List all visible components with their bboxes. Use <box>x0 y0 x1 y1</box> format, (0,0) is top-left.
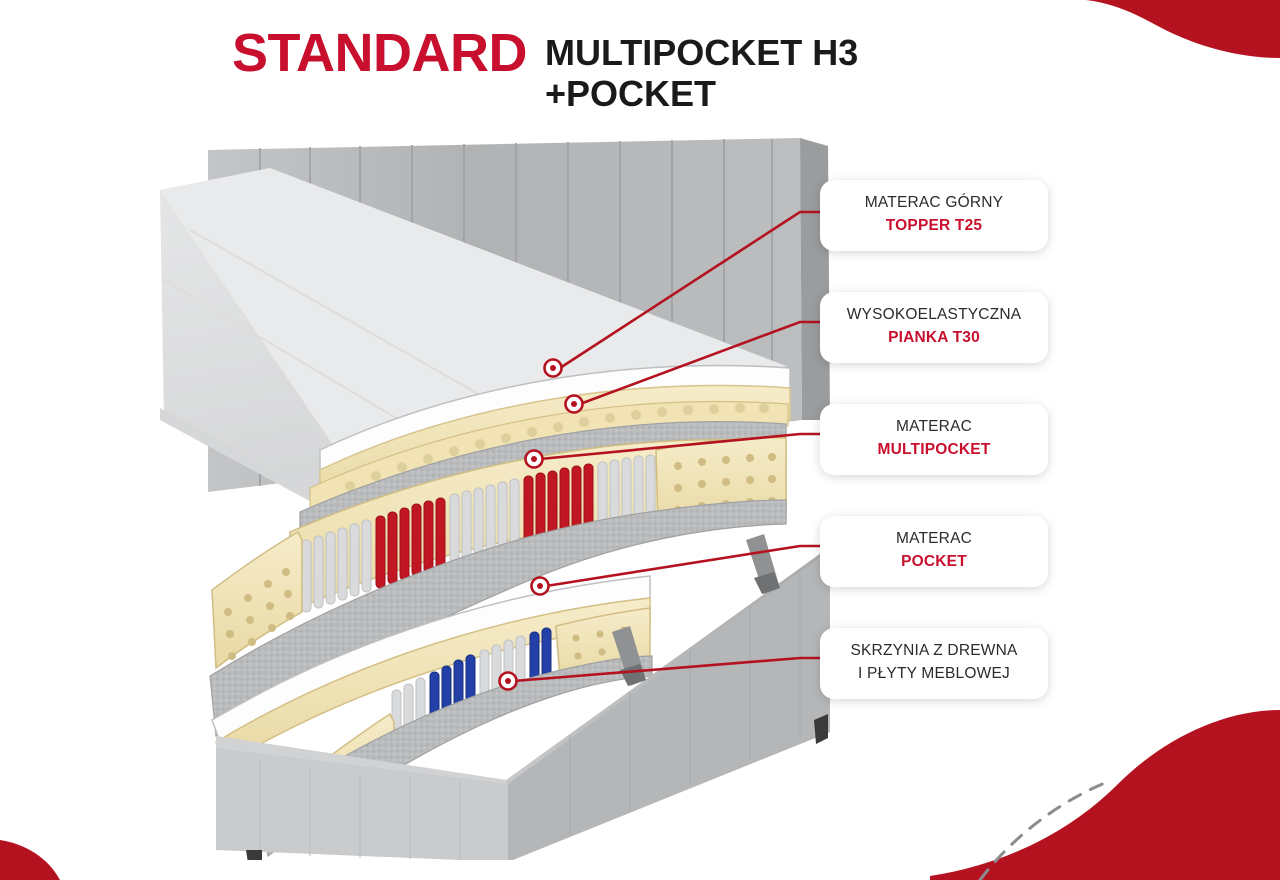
callout-foam-line1: WYSOKOELASTYCZNA <box>846 306 1022 323</box>
callout-box-line2: I PŁYTY MEBLOWEJ <box>858 664 1010 682</box>
callout-multipocket-line2: MULTIPOCKET <box>877 440 991 458</box>
bed-leg <box>246 850 262 860</box>
callout-topper-line2: TOPPER T25 <box>885 216 983 234</box>
callout-foam[interactable] <box>820 292 1048 363</box>
callout-foam-line2: PIANKA T30 <box>888 328 980 346</box>
callout-box[interactable] <box>820 628 1048 699</box>
callout-pocket[interactable] <box>820 516 1048 587</box>
decorative-swoosh-bottom-left <box>0 800 90 880</box>
callout-topper-line1: MATERAC GÓRNY <box>864 194 1004 211</box>
callout-pocket-line1: MATERAC <box>895 530 973 547</box>
callout-pocket-line2: POCKET <box>901 552 967 570</box>
callout-box-line1: SKRZYNIA Z DREWNA <box>850 642 1018 659</box>
callout-multipocket-line1: MATERAC <box>895 418 973 435</box>
title-main: STANDARD <box>232 23 527 83</box>
decorative-swoosh-bottom-right <box>860 680 1280 880</box>
page-title <box>232 23 1132 115</box>
callout-multipocket[interactable] <box>820 404 1048 475</box>
title-subtitle: MULTIPOCKET H3 +POCKET <box>544 32 859 115</box>
bed-cross-section-diagram <box>150 120 850 860</box>
callout-topper[interactable] <box>820 180 1048 251</box>
